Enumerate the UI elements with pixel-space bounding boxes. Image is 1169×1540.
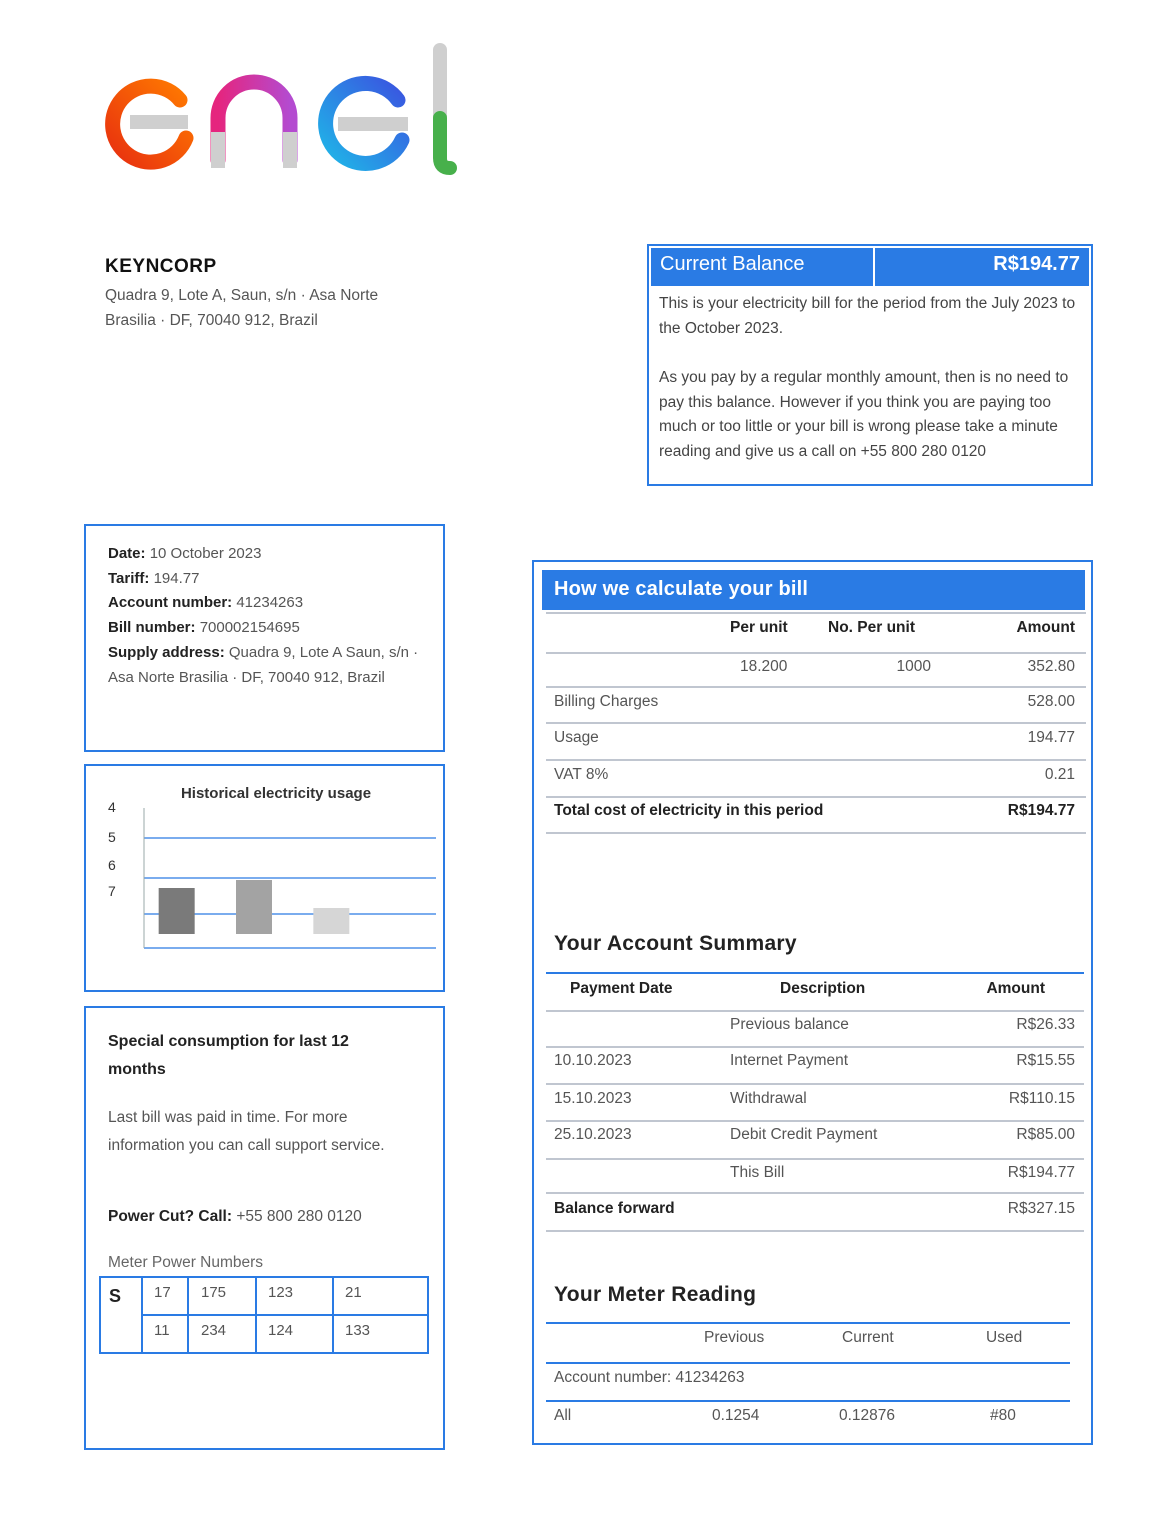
summary-amount: R$110.15	[1008, 1090, 1075, 1107]
meter-cell: 17	[154, 1284, 171, 1301]
meter-power-title: Meter Power Numbers	[108, 1254, 264, 1271]
calc-title: How we calculate your bill	[554, 578, 809, 600]
info-date: Date: 10 October 2023	[108, 545, 262, 562]
summary-description: Internet Payment	[730, 1052, 849, 1069]
calc-total-label: Total cost of electricity in this period	[554, 802, 824, 819]
meter-row-used: #80	[990, 1407, 1016, 1424]
meter-cell: 11	[154, 1322, 170, 1339]
summary-amount: R$26.33	[1016, 1016, 1075, 1033]
meter-cell: 234	[201, 1322, 227, 1339]
meter-header-previous: Previous	[704, 1329, 765, 1346]
calc-row-amount: 194.77	[1027, 729, 1075, 746]
meter-cell: 123	[268, 1284, 294, 1301]
meter-row-label: All	[554, 1407, 572, 1424]
summary-description: Previous balance	[730, 1016, 849, 1033]
meter-cell: 124	[268, 1322, 294, 1339]
summary-header-description: Description	[780, 980, 866, 997]
calc-unit-no-per-unit: 1000	[896, 658, 931, 675]
calc-row-amount: 0.21	[1044, 766, 1075, 783]
chart-title: Historical electricity usage	[180, 785, 372, 802]
chart-y-tick-label: 5	[108, 829, 116, 845]
summary-description: Withdrawal	[730, 1090, 807, 1107]
usage-chart	[86, 766, 443, 990]
calc-header	[542, 570, 1085, 610]
company-address-line1: Quadra 9, Lote A, Saun, s/n · Asa Norte	[105, 287, 379, 304]
summary-amount: R$85.00	[1016, 1126, 1075, 1143]
meter-title: Your Meter Reading	[554, 1283, 757, 1306]
info-account-number: Account number: 41234263	[108, 594, 304, 611]
summary-header-amount: Amount	[986, 980, 1045, 997]
calc-row-label: VAT 8%	[554, 766, 609, 783]
bill-info-box	[84, 524, 445, 752]
balance-header-divider	[873, 248, 875, 286]
chart-bar	[313, 908, 349, 934]
calc-row-label: Usage	[554, 729, 599, 746]
summary-date: 10.10.2023	[554, 1052, 632, 1069]
calc-total-value: R$194.77	[1007, 802, 1075, 819]
usage-chart-box	[84, 764, 445, 992]
meter-letter: S	[109, 1286, 122, 1306]
calc-header-amount: Amount	[1016, 619, 1075, 636]
info-tariff: Tariff: 194.77	[108, 570, 200, 587]
chart-bar	[159, 888, 195, 934]
special-consumption-box	[84, 1006, 445, 1450]
meter-cell: 21	[345, 1284, 362, 1301]
current-balance-box	[647, 244, 1093, 486]
meter-cell: 133	[345, 1322, 371, 1339]
calc-unit-per-unit: 18.200	[740, 658, 788, 675]
summary-balance-label: Balance forward	[554, 1200, 675, 1217]
balance-label: Current Balance	[660, 253, 805, 275]
calc-row-amount: 528.00	[1027, 693, 1075, 710]
summary-title: Your Account Summary	[554, 932, 797, 955]
power-cut-line: Power Cut? Call: +55 800 280 0120	[108, 1208, 362, 1225]
info-bill-number: Bill number: 700002154695	[108, 619, 300, 636]
summary-description: This Bill	[730, 1164, 785, 1181]
summary-header-date: Payment Date	[570, 980, 673, 997]
calc-header-no-per-unit: No. Per unit	[828, 619, 915, 636]
summary-amount: R$15.55	[1016, 1052, 1075, 1069]
balance-info-text: As you pay by a regular monthly amount, then is no need to pay this balance. However if you think you are paying too much or too little or your bill is wrong please take a minute reading and give us a call on +55 800 280 0120	[659, 369, 1069, 460]
meter-power-grid	[99, 1276, 429, 1354]
info-supply-address: Supply address: Quadra 9, Lote A Saun, s/n · Asa Norte Brasilia · DF, 70040 912, Brazil	[108, 644, 419, 686]
calc-unit-amount: 352.80	[1027, 658, 1075, 675]
company-name: KEYNCORP	[105, 256, 217, 277]
meter-header-current: Current	[842, 1329, 894, 1346]
calc-header-per-unit: Per unit	[730, 619, 788, 636]
meter-row-current: 0.12876	[839, 1407, 896, 1424]
summary-amount: R$194.77	[1007, 1164, 1075, 1181]
special-text: Last bill was paid in time. For more information you can call support service.	[108, 1109, 385, 1154]
balance-header	[651, 248, 1089, 286]
meter-cell: 175	[201, 1284, 227, 1301]
chart-bar	[236, 880, 272, 934]
summary-date: 15.10.2023	[554, 1090, 632, 1107]
balance-value: R$194.77	[993, 253, 1080, 275]
meter-account-row: Account number: 41234263	[554, 1369, 745, 1386]
meter-row-previous: 0.1254	[712, 1407, 760, 1424]
summary-balance-value: R$327.15	[1007, 1200, 1075, 1217]
enel-logo	[98, 40, 468, 185]
balance-period-text: This is your electricity bill for the period from the July 2023 to the October 2023.	[659, 295, 1076, 337]
summary-description: Debit Credit Payment	[730, 1126, 878, 1143]
summary-date: 25.10.2023	[554, 1126, 632, 1143]
meter-header-used: Used	[986, 1329, 1023, 1346]
company-address-line2: Brasilia · DF, 70040 912, Brazil	[105, 312, 318, 329]
bill-calculation-panel	[532, 560, 1093, 1445]
chart-y-tick-label: 7	[108, 883, 116, 899]
special-title: Special consumption for last 12 months	[108, 1033, 349, 1078]
chart-y-tick-label: 4	[108, 799, 116, 815]
calc-row-label: Billing Charges	[554, 693, 659, 710]
chart-y-tick-label: 6	[108, 857, 116, 873]
